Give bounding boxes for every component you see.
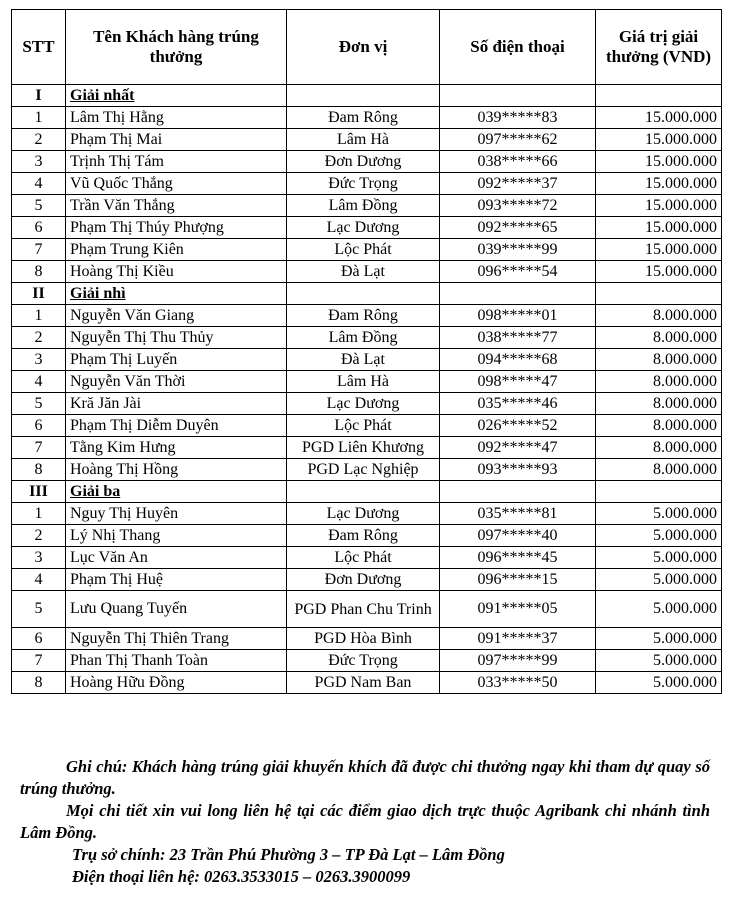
winner-stt: 4 [12,173,66,195]
prize-value: 5.000.000 [596,547,722,569]
winner-name: Hoàng Hữu Đồng [66,672,287,694]
winner-name: Tằng Kim Hưng [66,437,287,459]
prize-value: 8.000.000 [596,371,722,393]
winner-unit: PGD Lạc Nghiệp [287,459,440,481]
table-body [12,85,722,694]
winner-unit: Lâm Đồng [287,195,440,217]
winner-phone: 096*****45 [440,547,596,569]
header-value: Giá trị giải thưởng (VND) [596,10,722,85]
winner-name: Phạm Thị Mai [66,129,287,151]
winner-stt: 7 [12,650,66,672]
winner-stt: 8 [12,261,66,283]
prize-value: 15.000.000 [596,173,722,195]
empty-cell [596,85,722,107]
winner-phone: 092*****37 [440,173,596,195]
table-row [12,239,722,261]
winner-unit: Đà Lạt [287,349,440,371]
winner-name: Lục Văn An [66,547,287,569]
header-name: Tên Khách hàng trúng thưởng [66,10,287,85]
winner-name: Nguyễn Thị Thiên Trang [66,628,287,650]
winner-name: Nguyễn Văn Giang [66,305,287,327]
table-row [12,195,722,217]
table-row [12,261,722,283]
winner-phone: 035*****46 [440,393,596,415]
winner-unit: PGD Liên Khương [287,437,440,459]
winner-stt: 3 [12,349,66,371]
winner-name: Phạm Trung Kiên [66,239,287,261]
winner-phone: 092*****47 [440,437,596,459]
winner-phone: 096*****54 [440,261,596,283]
prize-value: 5.000.000 [596,628,722,650]
table-row [12,650,722,672]
table-row [12,327,722,349]
prize-value: 5.000.000 [596,672,722,694]
prize-value: 8.000.000 [596,305,722,327]
table-row [12,459,722,481]
winner-name: Nguy Thị Huyên [66,503,287,525]
section-number: II [12,283,66,305]
winner-stt: 7 [12,437,66,459]
winner-name: Vũ Quốc Thắng [66,173,287,195]
prize-value: 15.000.000 [596,261,722,283]
note-contact: Mọi chi tiết xin vui long liên hệ tại các điểm giao dịch trực thuộc Agribank chi nhánh tình Lâm Đồng. [20,801,710,842]
winner-unit: Đam Rông [287,107,440,129]
table-row [12,151,722,173]
section-row [12,283,722,305]
table-row [12,107,722,129]
prize-value: 5.000.000 [596,650,722,672]
winner-stt: 2 [12,129,66,151]
winner-unit: Đam Rông [287,305,440,327]
prize-value: 15.000.000 [596,151,722,173]
winner-name: Kră Jăn Jài [66,393,287,415]
winner-phone: 026*****52 [440,415,596,437]
prize-value: 5.000.000 [596,503,722,525]
winner-stt: 3 [12,547,66,569]
table-row [12,437,722,459]
winner-stt: 1 [12,503,66,525]
winner-name: Lý Nhị Thang [66,525,287,547]
winner-phone: 091*****05 [440,591,596,628]
winner-phone: 094*****68 [440,349,596,371]
winner-name: Hoàng Thị Hồng [66,459,287,481]
winner-unit: Đam Rông [287,525,440,547]
winner-name: Trần Văn Thắng [66,195,287,217]
table-row [12,628,722,650]
winner-stt: 4 [12,569,66,591]
winner-stt: 5 [12,393,66,415]
winner-phone: 033*****50 [440,672,596,694]
winner-unit: Lạc Dương [287,217,440,239]
winner-stt: 6 [12,415,66,437]
prize-value: 15.000.000 [596,129,722,151]
section-number: III [12,481,66,503]
winner-unit: PGD Hòa Bình [287,628,440,650]
winner-name: Lâm Thị Hằng [66,107,287,129]
winner-unit: Lâm Đồng [287,327,440,349]
winner-phone: 093*****72 [440,195,596,217]
winner-phone: 038*****66 [440,151,596,173]
winner-stt: 8 [12,459,66,481]
empty-cell [440,85,596,107]
note-consolation: Ghi chú: Khách hàng trúng giải khuyến khích đã được chi thưởng ngay khi tham dự quay số trúng thưởng. [20,757,710,798]
winner-unit: Lộc Phát [287,239,440,261]
winner-phone: 039*****99 [440,239,596,261]
table-row [12,393,722,415]
winner-phone: 097*****99 [440,650,596,672]
section-row [12,481,722,503]
winner-unit: PGD Nam Ban [287,672,440,694]
winner-phone: 093*****93 [440,459,596,481]
empty-cell [287,481,440,503]
empty-cell [287,283,440,305]
winner-name: Lưu Quang Tuyến [66,591,287,628]
winner-stt: 2 [12,525,66,547]
prize-value: 5.000.000 [596,525,722,547]
header-unit: Đơn vị [287,10,440,85]
winner-unit: Đơn Dương [287,151,440,173]
winner-stt: 4 [12,371,66,393]
prize-value: 15.000.000 [596,239,722,261]
winner-stt: 7 [12,239,66,261]
headquarters-address: Trụ sở chính: 23 Trần Phú Phường 3 – TP Đà Lạt – Lâm Đồng [72,845,505,864]
winner-stt: 5 [12,591,66,628]
table-header-row [12,10,722,85]
table-row [12,217,722,239]
winner-stt: 5 [12,195,66,217]
winner-stt: 2 [12,327,66,349]
table-row [12,305,722,327]
winner-unit: Lộc Phát [287,415,440,437]
prize-value: 8.000.000 [596,393,722,415]
section-title: Giải nhì [66,283,287,305]
notes-block [20,756,710,888]
table-row [12,349,722,371]
table-row [12,525,722,547]
winner-unit: Đơn Dương [287,569,440,591]
prize-value: 8.000.000 [596,437,722,459]
winner-unit: Đức Trọng [287,650,440,672]
winner-stt: 1 [12,107,66,129]
section-title: Giải ba [66,481,287,503]
winner-name: Phạm Thị Huệ [66,569,287,591]
prize-value: 8.000.000 [596,459,722,481]
winner-name: Trịnh Thị Tám [66,151,287,173]
prize-value: 15.000.000 [596,195,722,217]
prize-value: 8.000.000 [596,415,722,437]
prize-value: 8.000.000 [596,349,722,371]
winner-phone: 098*****01 [440,305,596,327]
prize-value: 8.000.000 [596,327,722,349]
empty-cell [287,85,440,107]
header-stt: STT [12,10,66,85]
winner-unit: Lạc Dương [287,503,440,525]
winner-unit: Lộc Phát [287,547,440,569]
table-row [12,173,722,195]
winner-name: Phạm Thị Diễm Duyên [66,415,287,437]
table-row [12,129,722,151]
winner-name: Phan Thị Thanh Toàn [66,650,287,672]
empty-cell [440,283,596,305]
winner-phone: 039*****83 [440,107,596,129]
prize-value: 15.000.000 [596,217,722,239]
table-row [12,672,722,694]
winner-name: Nguyễn Văn Thời [66,371,287,393]
prize-value: 15.000.000 [596,107,722,129]
winner-phone: 097*****62 [440,129,596,151]
prize-winners-table [11,9,722,694]
winner-stt: 3 [12,151,66,173]
winner-stt: 6 [12,217,66,239]
winner-phone: 098*****47 [440,371,596,393]
table-row [12,547,722,569]
winner-name: Nguyễn Thị Thu Thủy [66,327,287,349]
winner-unit: Lâm Hà [287,371,440,393]
winner-unit: Đức Trọng [287,173,440,195]
winner-name: Hoàng Thị Kiều [66,261,287,283]
prize-value: 5.000.000 [596,569,722,591]
winner-unit: Lâm Hà [287,129,440,151]
winner-phone: 092*****65 [440,217,596,239]
table-row [12,503,722,525]
empty-cell [596,481,722,503]
section-row [12,85,722,107]
table-row [12,591,722,628]
winner-name: Phạm Thị Thúy Phượng [66,217,287,239]
header-phone: Số điện thoại [440,10,596,85]
winner-stt: 6 [12,628,66,650]
winner-phone: 097*****40 [440,525,596,547]
winner-stt: 1 [12,305,66,327]
winner-unit: PGD Phan Chu Trinh [287,591,440,628]
empty-cell [596,283,722,305]
contact-phone: Điện thoại liên hệ: 0263.3533015 – 0263.3900099 [72,867,411,886]
winner-unit: Đà Lạt [287,261,440,283]
section-number: I [12,85,66,107]
winner-phone: 096*****15 [440,569,596,591]
table-row [12,569,722,591]
table-row [12,415,722,437]
prize-value: 5.000.000 [596,591,722,628]
table-row [12,371,722,393]
winner-unit: Lạc Dương [287,393,440,415]
winner-phone: 091*****37 [440,628,596,650]
winner-phone: 035*****81 [440,503,596,525]
winner-name: Phạm Thị Luyến [66,349,287,371]
section-title: Giải nhất [66,85,287,107]
winner-phone: 038*****77 [440,327,596,349]
winner-stt: 8 [12,672,66,694]
empty-cell [440,481,596,503]
